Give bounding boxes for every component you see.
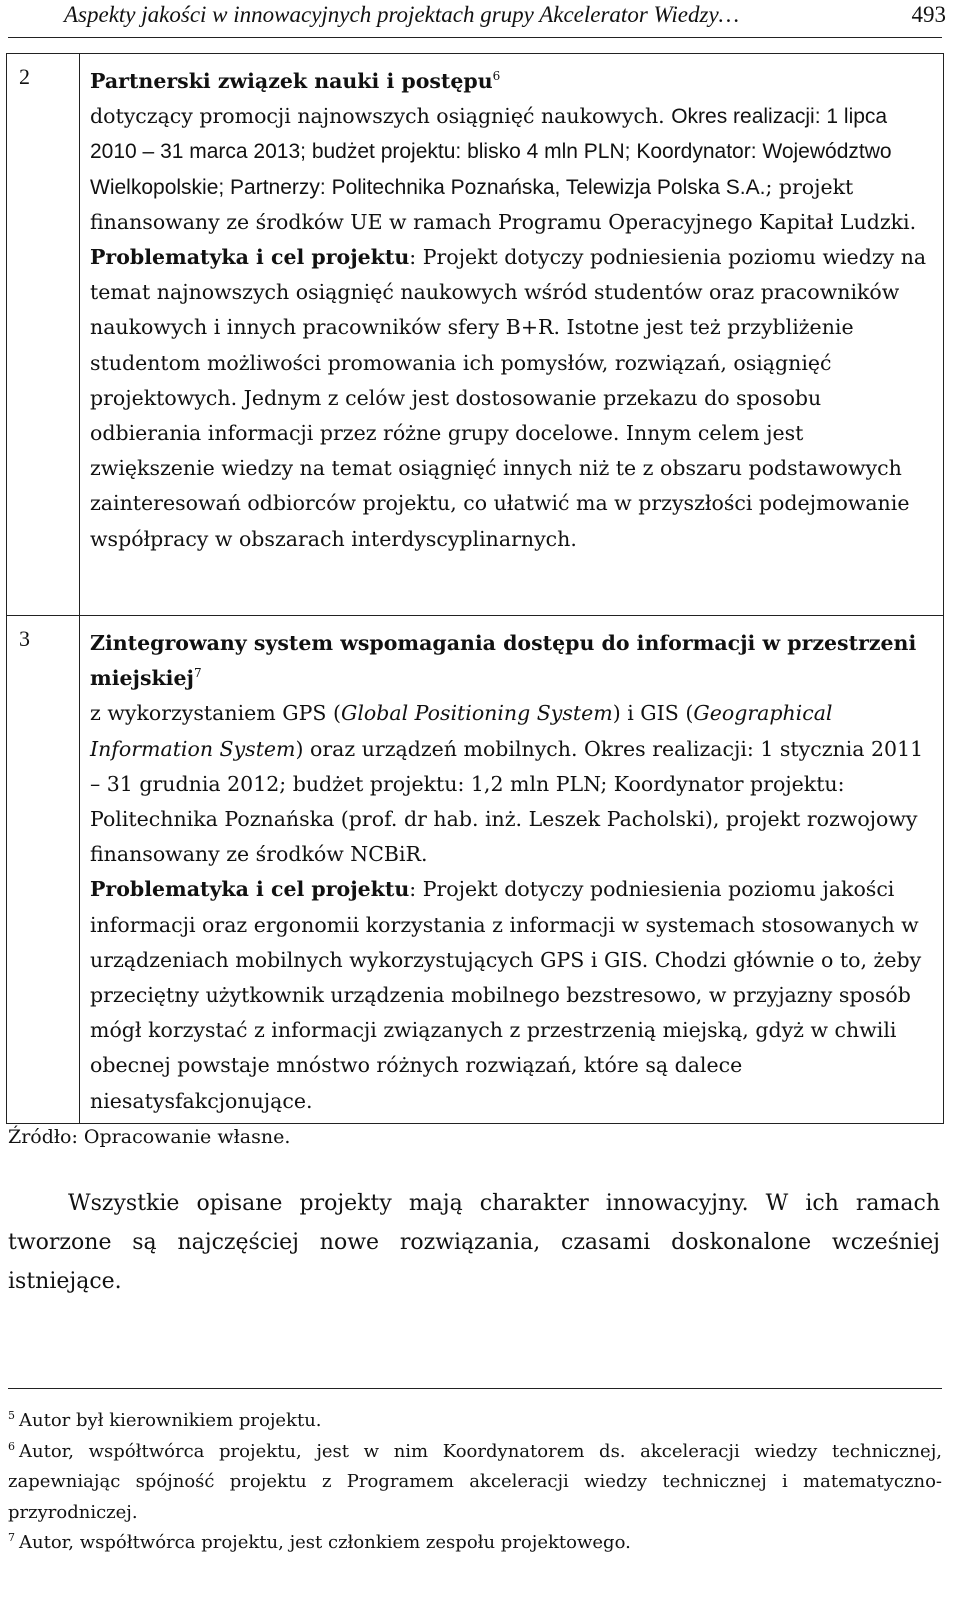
- footnote-text: Autor, współtwórca projektu, jest członkiem zespołu projektowego.: [19, 1532, 631, 1553]
- problem-label: Problematyka i cel projektu: [90, 877, 410, 902]
- table-source: Źródło: Opracowanie własne.: [8, 1126, 291, 1148]
- body-paragraph: [8, 1184, 940, 1301]
- footnote: [8, 1528, 942, 1559]
- problem-label: Problematyka i cel projektu: [90, 245, 410, 270]
- row-content: [80, 616, 944, 1124]
- running-header-title: Aspekty jakości w innowacyjnych projektach grupy Akcelerator Wiedzy…: [64, 2, 740, 27]
- footnotes: [8, 1406, 942, 1559]
- problem-text: : Projekt dotyczy podniesienia poziomu wiedzy na temat najnowszych osiągnięć naukowych wśród studentów oraz pracowników naukowych i innych pracowników sfery B+R. Istotne jest też przybliżenie studentom możliwości promowania ich pomysłów, rozwiązań, osiągnięć projektowych. Jednym z celów jest dostosowanie przekazu do sposobu odbierania informacji przez różne grupy docelowe. Innym celem jest zwiększenie wiedzy na temat osiągnięć innych niż te z obszaru podstawowych zainteresowań odbiorców projektu, co ułatwić ma w przyszłości podejmowanie współpracy w obszarach interdyscyplinarnych.: [90, 245, 927, 551]
- project-description: [90, 626, 933, 1119]
- problem-text: : Projekt dotyczy podniesienia poziomu jakości informacji oraz ergonomii korzystania z informacji w systemach stosowanych w urządzeniach mobilnych wykorzystujących GPS i GIS. Chodzi głównie o to, żeby przeciętny użytkownik urządzenia mobilnego bezstresowo, w przyjazny sposób mógł korzystać z informacji związanych z przestrzenią miejską, gdyż w chwili obecnej powstaje mnóstwo różnych rozwiązań, które są dalece niesatysfakcjonujące.: [90, 877, 922, 1113]
- gis-expansion: Geographical Information System: [90, 701, 833, 761]
- description-text: dotyczący promocji najnowszych osiągnięć naukowych.: [90, 104, 672, 129]
- footnote-ref[interactable]: 7: [193, 666, 202, 681]
- row-number: 2: [7, 54, 80, 616]
- table-row: [7, 54, 944, 616]
- project-title: Zintegrowany system wspomagania dostępu do informacji w przestrzeni miejskiej: [90, 631, 917, 691]
- project-title: Partnerski związek nauki i postępu: [90, 69, 493, 93]
- footnote-mark: 7: [8, 1531, 15, 1544]
- gps-expansion: Global Positioning System: [340, 701, 613, 726]
- footnote-text: Autor, współtwórca projektu, jest w nim Koordynatorem ds. akceleracji wiedzy technicznej, zapewniając spójność projektu z Programem akceleracji wiedzy technicznej i matematyczno-przyrodniczej.: [8, 1440, 942, 1523]
- row-number: 3: [7, 616, 80, 1124]
- page-number: 493: [911, 2, 946, 27]
- body-paragraph-text: Wszystkie opisane projekty mają charakter innowacyjny. W ich ramach tworzone są najczęściej nowe rozwiązania, czasami doskonalone wcześniej istniejące.: [8, 1191, 940, 1294]
- footnote-text: Autor był kierownikiem projektu.: [19, 1410, 322, 1431]
- description-text-cont: ; projekt finansowany ze środków UE w ramach Programu Operacyjnego Kapitał Ludzki.: [90, 174, 917, 234]
- row-content: [80, 54, 944, 616]
- projects-table: [6, 53, 944, 1124]
- description-details: Okres realizacji: 1 lipca 2010 – 31 marca 2013; budżet projektu: blisko 4 mln PLN; Koordynator: Województwo Wielkopolskie; Partnerzy: Politechnika Poznańska, Telewizja Polska S.A.: [90, 105, 892, 199]
- footnote-mark: 6: [8, 1439, 15, 1453]
- table-row: [7, 616, 944, 1124]
- footnote-divider: [8, 1388, 942, 1389]
- header-divider: [8, 37, 942, 38]
- description-text: z wykorzystaniem GPS (: [90, 701, 341, 726]
- running-header: [0, 0, 960, 36]
- footnote-ref[interactable]: 6: [492, 69, 501, 84]
- footnote-mark: 5: [8, 1409, 15, 1422]
- description-text: ) i GIS (: [612, 701, 694, 726]
- description-text: ) oraz urządzeń mobilnych. Okres realizacji: 1 stycznia 2011 – 31 grudnia 2012; budżet projektu: 1,2 mln PLN; Koordynator projektu: Politechnika Poznańska (prof. dr hab. inż. Leszek Pacholski), projekt rozwojowy finansowany ze środków NCBiR.: [90, 736, 924, 867]
- footnote: [8, 1437, 942, 1529]
- project-description: [90, 64, 933, 557]
- footnote: [8, 1406, 942, 1437]
